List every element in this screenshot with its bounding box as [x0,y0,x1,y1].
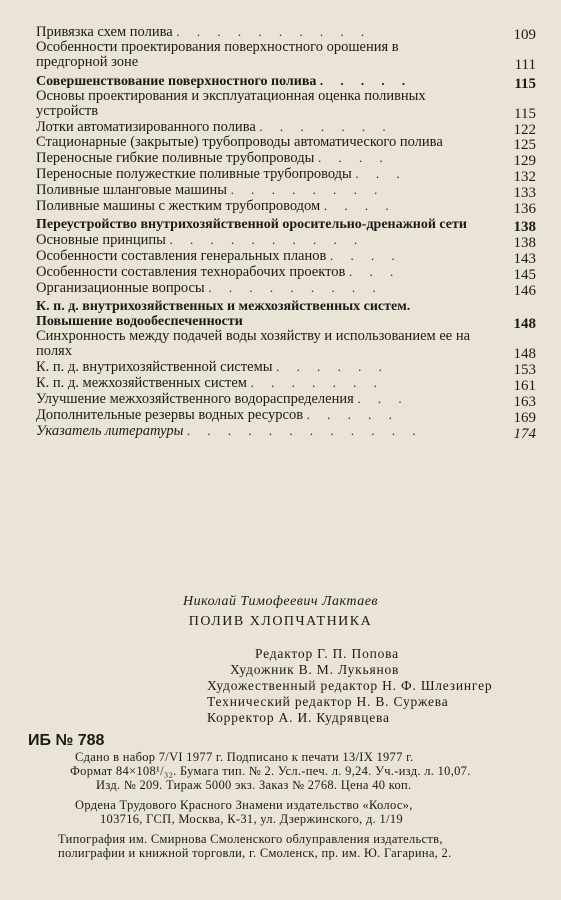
toc-page-number: 115 [514,76,536,92]
toc-entry: Особенности проектирования поверхностного орошения в предгорной зоне 111 [36,39,536,73]
toc-page-number: 138 [513,235,536,251]
imprint-line: Формат 84×108¹/₃₂. Бумага тип. № 2. Усл.-печ. л. 9,24. Уч.-изд. л. 10,07. [70,764,471,778]
toc-page-number: 129 [513,153,536,169]
toc-section-heading: К. п. д. внутрихозяйственных и межхозяйственных систем. Повышение водообеспеченности 148 [36,299,536,332]
toc-page-number: 143 [513,251,536,267]
toc-entry: Указатель литературы . . . . . . . . . . . . 174 [36,423,536,442]
toc-page-number: 163 [513,394,536,410]
staff-editor: Редактор Г. П. Попова [255,646,399,661]
ib-number: ИБ № 788 [28,732,105,749]
toc-page-number: 169 [513,410,536,426]
toc-page-number: 148 [513,316,536,332]
toc-entry: Переносные полужесткие поливные трубопроводы . . . 132 [36,166,536,185]
publisher-line: 103716, ГСП, Москва, К-31, ул. Дзержинского, д. 1/19 [100,812,403,826]
staff-art-editor: Художественный редактор Н. Ф. Шлезингер [207,678,493,693]
toc-entry: Основы проектирования и эксплуатационная оценка поливных устройств 115 [36,88,536,122]
toc-entry: Улучшение межхозяйственного водораспределения . . . 163 [36,391,536,410]
toc-page-number: 153 [513,362,536,378]
printer-line: полиграфии и книжной торговли, г. Смоленск, пр. им. Ю. Гагарина, 2. [58,846,452,860]
toc-page-number: 136 [513,201,536,217]
toc-entry: Переносные гибкие поливные трубопроводы . . . . 129 [36,150,536,169]
staff-artist: Художник В. М. Лукьянов [230,662,400,677]
toc-page-number: 133 [513,185,536,201]
toc-page-number: 122 [513,122,536,138]
toc-section-heading: Переустройство внутрихозяйственной оросительно-дренажной сети 138 [36,217,536,235]
toc-page-number: 145 [513,267,536,283]
toc-page-number: 161 [513,378,536,394]
toc-entry: Особенности составления технорабочих проектов . . . 145 [36,264,536,283]
imprint-line: Изд. № 209. Тираж 5000 экз. Заказ № 2768. Цена 40 коп. [96,778,412,792]
staff-proofreader: Корректор А. И. Кудрявцева [207,710,390,725]
toc-entry: Организационные вопросы . . . . . . . . . 146 [36,280,536,299]
staff-tech-editor: Технический редактор Н. В. Суржева [207,694,449,709]
printer-line: Типография им. Смирнова Смоленского облуправления издательств, [58,832,443,846]
toc-page-number: 132 [513,169,536,185]
toc-page-number: 174 [513,426,536,442]
toc-entry: К. п. д. межхозяйственных систем . . . . . . . 161 [36,375,536,394]
author-name: Николай Тимофеевич Лактаев [183,594,378,609]
toc-page-number: 125 [513,137,536,153]
toc-entry: Синхронность между подачей воды хозяйству и использованием ее на полях 148 [36,328,536,362]
toc-page-number: 111 [514,57,536,73]
toc-page-number: 138 [513,219,536,235]
toc-section-heading: Совершенствование поверхностного полива . . . . . 115 [36,73,536,92]
toc-page-number: 109 [513,27,536,43]
toc-entry: Особенности составления генеральных планов . . . . 143 [36,248,536,267]
toc-entry: Дополнительные резервы водных ресурсов . . . . . 169 [36,407,536,426]
table-of-contents [36,24,536,442]
toc-page-number: 146 [513,283,536,299]
toc-page-number: 115 [514,106,536,122]
toc-entry: Привязка схем полива . . . . . . . . . . 109 [36,24,536,43]
publisher-line: Ордена Трудового Красного Знамени издательство «Колос», [75,798,413,812]
toc-entry: Основные принципы . . . . . . . . . . 138 [36,232,536,251]
imprint-line: Сдано в набор 7/VI 1977 г. Подписано к печати 13/IX 1977 г. [75,750,414,764]
toc-entry: Стационарные (закрытые) трубопроводы автоматического полива 125 [36,134,536,153]
toc-entry: Поливные шланговые машины . . . . . . . . 133 [36,182,536,201]
toc-page-number: 148 [513,346,536,362]
toc-entry: Поливные машины с жестким трубопроводом . . . . 136 [36,198,536,217]
book-title: ПОЛИВ ХЛОПЧАТНИКА [188,614,373,629]
toc-entry: К. п. д. внутрихозяйственной системы . . . . . . 153 [36,359,536,378]
toc-entry: Лотки автоматизированного полива . . . . . . . 122 [36,119,536,138]
